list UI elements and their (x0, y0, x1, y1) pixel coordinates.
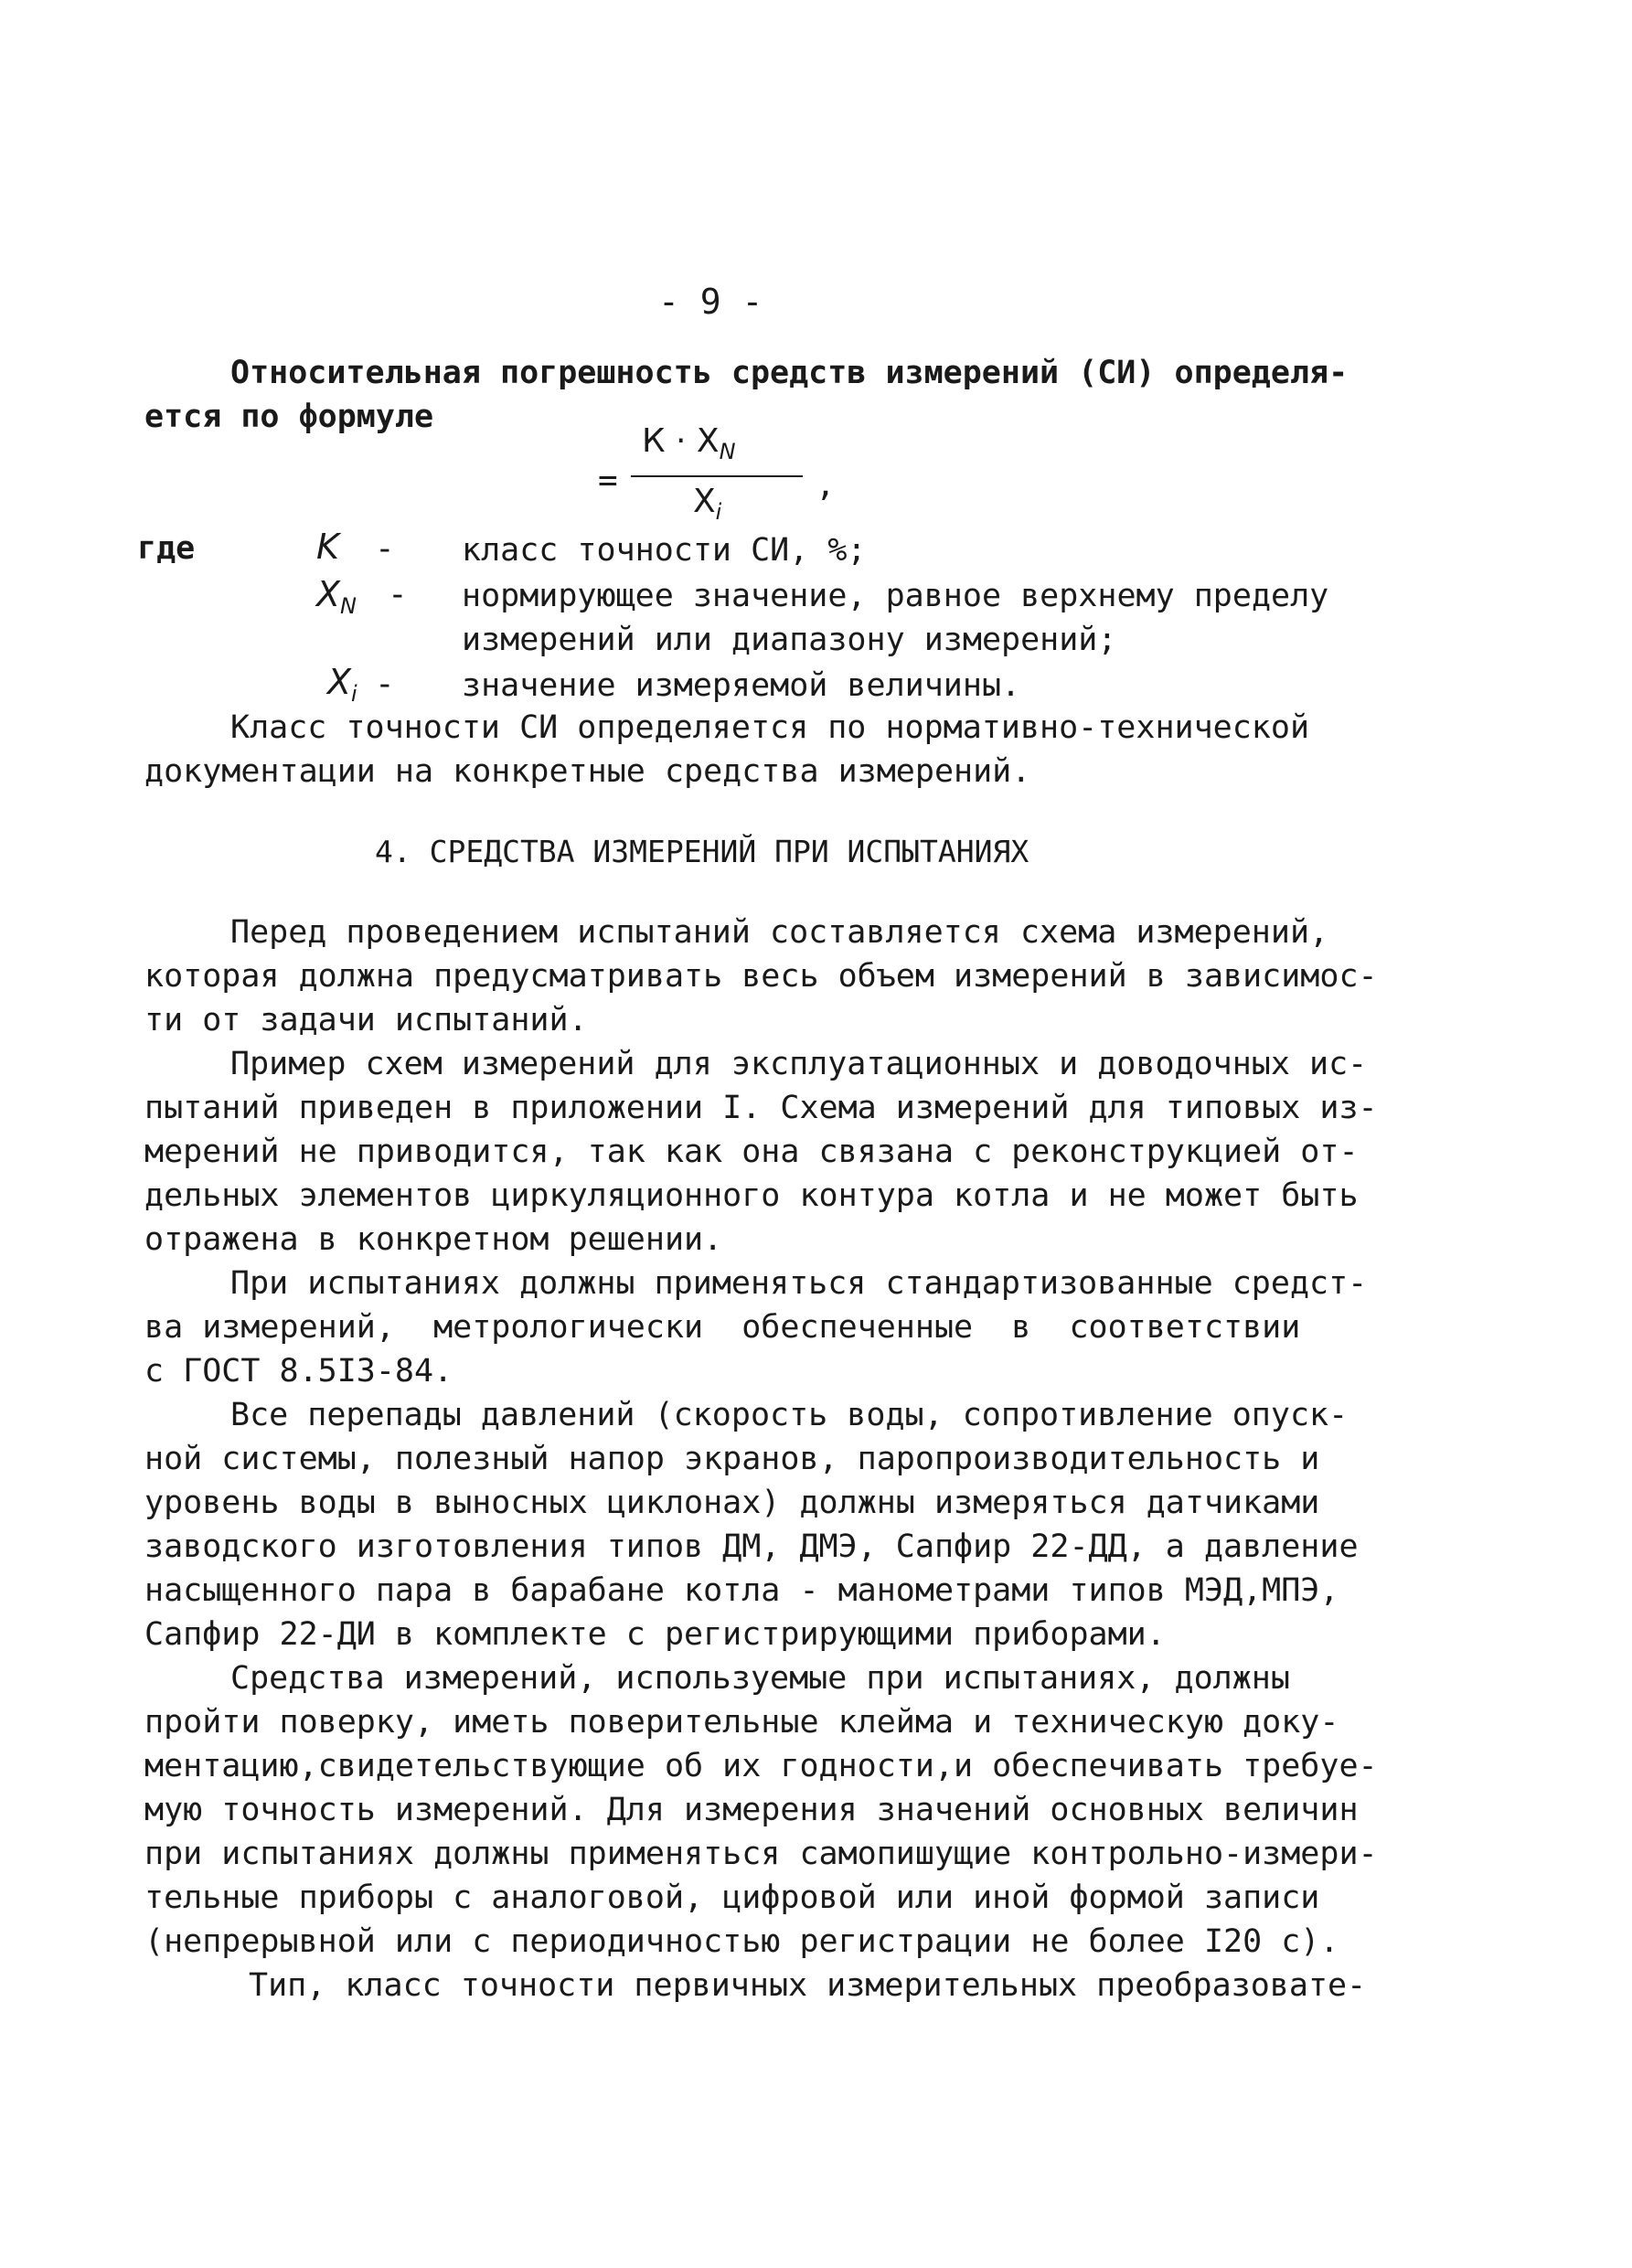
symbol-k: K (316, 527, 339, 567)
body-line: с ГОСТ 8.5I3-84. (144, 1353, 453, 1390)
intro-line-2: ется по формуле (144, 399, 434, 435)
body-line: Все перепады давлений (скорость воды, сопротивление опуск- (230, 1397, 1349, 1433)
body-line: уровень воды в выносных циклонах) должны измеряться датчиками (144, 1485, 1320, 1521)
body-line: Перед проведением испытаний составляется схема измерений, (230, 914, 1329, 951)
body-line: пройти поверку, иметь поверительные клейма и техническую доку- (144, 1704, 1339, 1741)
body-line: ментацию,свидетельствующие об их годности,и обеспечивать требуе- (144, 1748, 1378, 1784)
section-heading: 4. СРЕДСТВА ИЗМЕРЕНИЙ ПРИ ИСПЫТАНИЯХ (375, 834, 1029, 869)
definition-dash: - (375, 530, 395, 568)
where-label: где (137, 530, 196, 567)
definition-text-continued: измерений или диапазону измерений; (462, 622, 1117, 658)
body-line: которая должна предусматривать весь объем измерений в зависимос- (144, 958, 1378, 995)
body-line: тельные приборы с аналоговой, цифровой или иной формой записи (144, 1879, 1320, 1916)
body-line: при испытаниях должны применяться самопишущие контрольно-измери- (144, 1836, 1378, 1872)
definition-text: нормирующее значение, равное верхнему пределу (462, 578, 1329, 614)
definition-dash: - (388, 576, 408, 613)
body-line: Средства измерений, используемые при испытаниях, должны (230, 1660, 1290, 1697)
formula-numerator: $К \cdot X_N$ (642, 422, 736, 464)
class-paragraph-line-1: Класс точности СИ определяется по нормативно-технической (230, 709, 1310, 746)
body-line: (непрерывной или с периодичностью регистрации не более I20 с). (144, 1923, 1339, 1960)
body-line: Тип, класс точности первичных измерительных преобразовате- (249, 1967, 1367, 2004)
symbol-xi: $X_i$ (327, 662, 357, 707)
body-line: отражена в конкретном решении. (144, 1221, 723, 1258)
body-line: Пример схем измерений для эксплуатационных и доводочных ис- (230, 1046, 1368, 1082)
definition-text: значение измеряемой величины. (462, 667, 1021, 704)
body-line: мую точность измерений. Для измерения значений основных величин (144, 1792, 1359, 1828)
body-line: При испытаниях должны применяться стандартизованные средст- (230, 1265, 1368, 1302)
body-line: ной системы, полезный напор экранов, паропроизводительность и (144, 1441, 1320, 1477)
body-line: дельных элементов циркуляционного контура котла и не может быть (144, 1177, 1359, 1214)
page-number: - 9 - (658, 282, 763, 322)
formula-equals: = (598, 462, 618, 499)
formula-comma: , (816, 466, 836, 504)
body-line: Сапфир 22-ДИ в комплекте с регистрирующими приборами. (144, 1616, 1166, 1653)
formula-denominator: $X_i$ (693, 483, 722, 525)
body-line: заводского изготовления типов ДМ, ДМЭ, Сапфир 22-ДД, а давление (144, 1528, 1359, 1565)
symbol-xn: $X_N$ (316, 574, 357, 619)
body-line: пытаний приведен в приложении I. Схема измерений для типовых из- (144, 1090, 1378, 1126)
body-line: ва измерений, метрологически обеспеченные в соответствии (144, 1309, 1301, 1346)
definition-dash: - (375, 665, 395, 703)
body-line: мерений не приводится, так как она связана с реконструкцией от- (144, 1134, 1359, 1170)
class-paragraph-line-2: документации на конкретные средства измерений. (144, 753, 1031, 790)
body-line: ти от задачи испытаний. (144, 1002, 588, 1038)
intro-line-1: Относительная погрешность средств измерений (СИ) определя- (230, 355, 1349, 391)
definition-text: класс точности СИ, %; (462, 532, 867, 569)
body-line: насыщенного пара в барабане котла - манометрами типов МЭД,МПЭ, (144, 1572, 1339, 1609)
fraction-bar (631, 475, 803, 477)
